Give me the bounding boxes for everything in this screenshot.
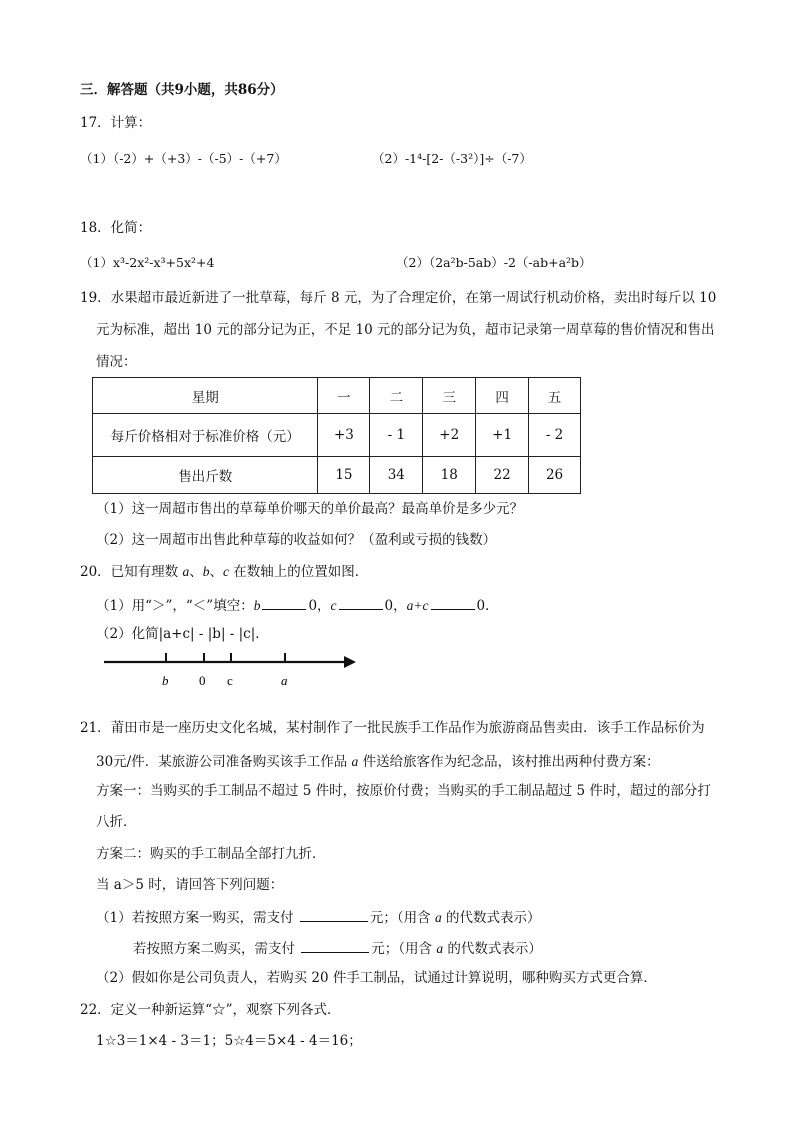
q21-sub1-b-prefix: 若按照方案二购买，需支付 xyxy=(133,941,300,957)
q19-line3: 情况： xyxy=(96,354,137,370)
answer-blank[interactable] xyxy=(431,597,475,610)
q18-part1: （1）x³-2x²-x³+5x²+4 xyxy=(80,255,215,270)
q17-part1: （1）（-2）+（+3）-（-5）-（+7） xyxy=(80,151,287,166)
label-0: 0 xyxy=(199,673,206,688)
var-a: a xyxy=(351,754,359,769)
label-b: b xyxy=(162,673,169,688)
q20-intro-prefix: 20．已知有理数 xyxy=(80,564,183,580)
answer-blank[interactable] xyxy=(301,940,369,953)
var-a: a xyxy=(436,941,444,956)
q21-line2 xyxy=(96,755,660,770)
separator: 、 xyxy=(209,564,223,580)
section-title: 三．解答题（共9小题，共86分） xyxy=(80,82,284,98)
price-diff-cell: - 1 xyxy=(370,414,423,457)
q21-condition: 当 a＞5 时，请回答下列问题： xyxy=(96,877,284,893)
price-diff-cell: +1 xyxy=(476,414,529,457)
q17-part2: （2）-1⁴-[2-（-3²）]÷（-7） xyxy=(372,151,532,166)
number-line xyxy=(100,645,370,695)
price-diff-cell: +3 xyxy=(318,414,370,457)
header-day: 四 xyxy=(476,378,529,414)
strawberry-price-table xyxy=(92,377,581,494)
price-diff-cell: - 2 xyxy=(529,414,581,457)
q21-line1: 21．莆田市是一座历史文化名城，某村制作了一批民族手工作品作为旅游商品售卖由．该手工作品标价为 xyxy=(80,720,705,736)
q20-intro-suffix: 在数轴上的位置如图． xyxy=(228,564,369,580)
q21-line2-suffix: 件送给旅客作为纪念品，该村推出两种付费方案： xyxy=(358,754,660,770)
answer-blank[interactable] xyxy=(300,909,368,922)
var-a: a xyxy=(434,910,442,925)
answer-blank[interactable] xyxy=(339,597,383,610)
q20-intro xyxy=(80,565,368,580)
expr-a-plus-c: a+c xyxy=(406,598,429,613)
label-c: c xyxy=(227,673,233,688)
sold-cell: 15 xyxy=(318,457,370,494)
header-day: 三 xyxy=(423,378,476,414)
q21-plan2: 方案二：购买的手工制品全部打九折． xyxy=(96,846,326,862)
q19-sub2: （2）这一周超市出售此种草莓的收益如何？（盈利或亏损的钱数） xyxy=(96,532,497,548)
row-sold-label: 售出斤数 xyxy=(93,457,318,494)
table-row xyxy=(93,414,581,457)
q17-title: 17．计算： xyxy=(80,115,152,131)
q21-suffix-post: 的代数式表示） xyxy=(443,941,542,957)
q19-sub1: （1）这一周超市售出的草莓单价哪天的单价最高？最高单价是多少元？ xyxy=(96,501,524,517)
q21-plan1-line1: 方案一：当购买的手工制品不超过 5 件时，按原价付费；当购买的手工制品超过 5 件时，超过的部分打 xyxy=(96,783,711,799)
q21-line2-prefix: 30元/件．某旅游公司准备购买该手工作品 xyxy=(96,754,352,770)
q18-part2: （2）（2a²b-5ab）-2（-ab+a²b） xyxy=(396,255,592,270)
var-b: b xyxy=(253,598,261,613)
q21-sub1-b xyxy=(133,940,542,957)
arrow-head-icon xyxy=(344,656,356,668)
q21-sub1-a-prefix: （1）若按照方案一购买，需支付 xyxy=(96,910,298,926)
var-b: b xyxy=(202,564,210,579)
q20-sub2: （2）化简|a+c| - |b| - |c|． xyxy=(96,626,269,642)
q22-line2: 1☆3＝1×4 - 3＝1；5☆4＝5×4 - 4＝16； xyxy=(96,1033,362,1049)
q22-line1: 22．定义一种新运算“☆”，观察下列各式． xyxy=(80,1002,341,1018)
q20-sub1 xyxy=(96,597,499,614)
header-day: 五 xyxy=(529,378,581,414)
row-price-label: 每斤价格相对于标准价格（元） xyxy=(93,414,318,457)
var-c: c xyxy=(330,598,337,613)
q21-suffix-pre: 元；（用含 xyxy=(369,910,435,926)
price-diff-cell: +2 xyxy=(423,414,476,457)
sold-cell: 26 xyxy=(529,457,581,494)
header-weekday-label: 星期 xyxy=(93,378,318,414)
q18-title: 18．化简： xyxy=(80,220,152,236)
q21-sub2: （2）假如你是公司负责人，若购买 20 件手工制品，试通过计算说明，哪种购买方式更合算． xyxy=(96,970,657,986)
sold-cell: 22 xyxy=(476,457,529,494)
q21-sub1-a xyxy=(96,909,540,926)
q21-suffix-post: 的代数式表示） xyxy=(441,910,541,926)
q19-line1: 19．水果超市最近新进了一批草莓，每斤 8 元，为了合理定价，在第一周试行机动价格，卖出时每斤以 10 xyxy=(80,290,717,306)
var-a: a xyxy=(182,564,190,579)
table-row xyxy=(93,378,581,414)
sold-cell: 34 xyxy=(370,457,423,494)
table-row xyxy=(93,457,581,494)
var-c: c xyxy=(222,564,229,579)
zero-text: 0， xyxy=(308,598,331,614)
label-a: a xyxy=(281,673,288,688)
separator: 、 xyxy=(189,564,203,580)
header-day: 一 xyxy=(318,378,370,414)
zero-text: 0， xyxy=(384,598,407,614)
answer-blank[interactable] xyxy=(262,597,306,610)
q21-suffix-pre: 元；（用含 xyxy=(371,941,437,957)
sold-cell: 18 xyxy=(423,457,476,494)
header-day: 二 xyxy=(370,378,423,414)
q21-plan1-line2: 八折． xyxy=(96,814,137,830)
q19-line2: 元为标准，超出 10 元的部分记为正，不足 10 元的部分记为负，超市记录第一周草莓的售价情况和售出 xyxy=(96,322,715,338)
zero-text: 0． xyxy=(476,598,499,614)
q20-sub1-prefix: （1）用“＞”，“＜”填空： xyxy=(96,598,254,614)
